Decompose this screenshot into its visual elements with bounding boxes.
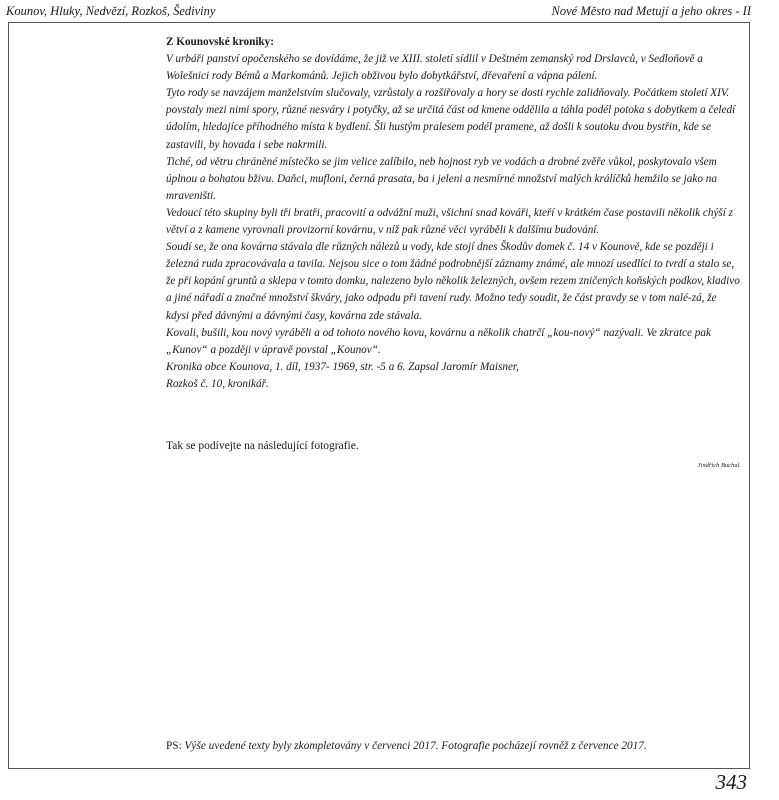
chronicle-title: Z Kounovské kroniky: (166, 36, 274, 48)
postscript-label: PS: (166, 740, 185, 752)
postscript-text: Výše uvedené texty byly zkompletovány v červenci 2017. Fotografie pocházejí rovněž z července 2017. (184, 740, 647, 752)
chronicle-source: Kronika obce Kounova, 1. díl, 1937- 1969, str. -5 a 6. Zapsal Jaromír Maisner, (166, 360, 519, 373)
photos-intro: Tak se podívejte na následující fotografie. (166, 440, 359, 452)
running-header-right: Nové Město nad Metují a jeho okres - II (551, 4, 751, 18)
chronicle-section (166, 34, 742, 393)
chronicle-paragraph: V urbáři panství opočenského se dovídáme, že již ve XIII. století sídlil v Deštném zemanský rod Drslavců, v Sedloňově a Wolešnici rody Bémů a Markománů. Jejich obživou bylo dobytkářství, dřevaření a vápna pálení. (166, 53, 703, 83)
page-number: 343 (715, 770, 747, 794)
author-signature: Jindřich Buchal. (697, 462, 741, 469)
running-header-left: Kounov, Hluky, Nedvězí, Rozkoš, Šediviny (6, 4, 216, 18)
chronicle-paragraph: Soudí se, že ona kovárna stávala dle různých nálezů u vody, kde stojí dnes Škodův domek č. 14 v Kounově, kde se později i železná ruda zpracovávala a tavila. Nejsou sice o tom žádné podrobnější záznamy známé, ale mnozí usedlíci to tvrdí a stalo se, že při kopání gruntů a sklepa v tomto domku, nalezeno bylo několik železných, ovšem rezem zničených koňských podkov, kladivo a jiné nářadí a značné množství škváry, jako odpadu při tavení rudy. Možno tedy soudit, že část pravdy se v tom nalé-zá, že kdysi před dávnými a dávnými časy, kovárna zde stávala. (166, 241, 740, 322)
chronicle-paragraph: Vedoucí této skupiny byli tři bratři, pracovití a odvážní muži, všichni snad kováři, kteří v krátkém čase postavili několik chýší z větví a z kamene vyrovnali provizorní kovárnu, v níž pak různé věci vyráběli k dalšímu budování. (166, 206, 734, 237)
chronicle-author: Rozkoš č. 10, kronikář. (166, 377, 269, 390)
chronicle-paragraph: Tyto rody se navzájem manželstvím slučovaly, vzrůstaly a rozšiřovaly a hory se dosti rychle zalidňovaly. Počátkem století XIV. povstaly mezi nimi spory, různé nesváry i potyčky, až se určitá část od kmene oddělila a táhla podél potoka s dobytkem a čeledí údolím, hledajíce příhodného místa k bydlení. Šli hustým pralesem podél pramene, až došli k soutoku dvou bystřin, kde se zastavili, by hovada i sebe nakrmili. (166, 87, 736, 151)
chronicle-paragraph: Tiché, od větru chráněné místečko se jim velice zalíbilo, neb hojnost ryb ve vodách a drobné zvěře vůkol, poskytovalo všem úplnou a bohatou bživu. Daňci, mufloni, černá prasata, ba i jeleni a nesmírné množství malých králíčků hemžilo se jako na mraveništi. (166, 155, 717, 202)
postscript (166, 740, 647, 752)
chronicle-paragraph: Kovali, bušili, kou nový vyráběli a od tohoto nového kovu, kovárnu a několik chatrčí „kou-nový“ nazývali. Ve zkratce pak „Kunov“ a později v úpravě povstal „Kounov“. (166, 326, 711, 356)
